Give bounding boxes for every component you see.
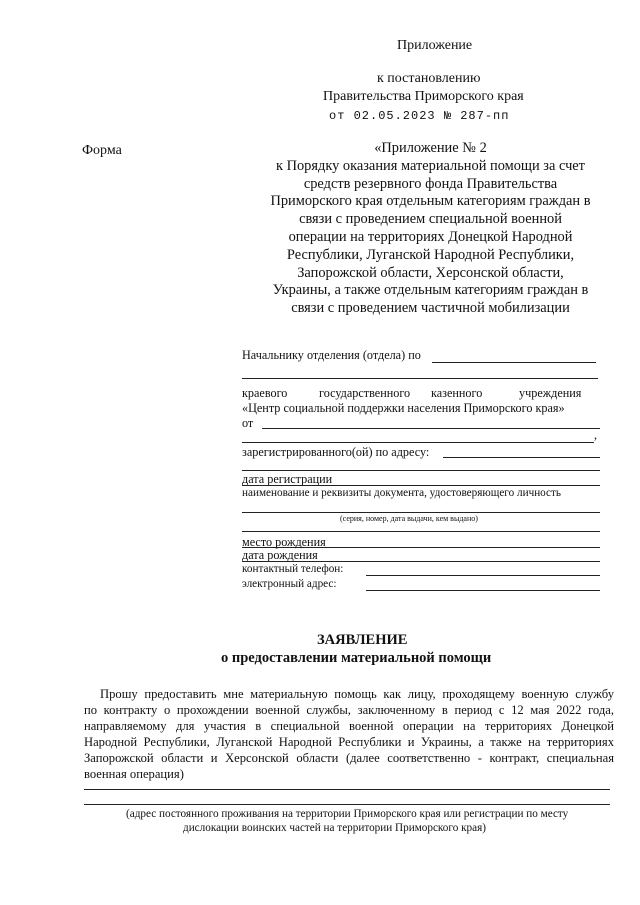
- resolution-date-number: от 02.05.2023 № 287-пп: [329, 109, 510, 123]
- appendix-2-line: к Порядку оказания материальной помощи за счет: [276, 157, 585, 174]
- statement-subtitle: о предоставлении материальной помощи: [221, 650, 492, 666]
- resolution-reference: к постановлению: [377, 71, 481, 86]
- appendix-2-line: Украины, а также отдельным категориям граждан в: [272, 282, 589, 299]
- registered-address-line[interactable]: [443, 457, 600, 458]
- form-label: Форма: [82, 143, 122, 158]
- email-label: электронный адрес:: [242, 578, 337, 590]
- institution-name: «Центр социальной поддержки населения Приморского края»: [242, 401, 565, 415]
- body-line: военная операция): [84, 767, 184, 781]
- body-line: Запорожской области и Херсонской области (далее соответственно - контракт, специальная: [84, 751, 614, 765]
- registration-date-label: дата регистрации: [242, 472, 333, 486]
- institution-word-2: государственного: [319, 386, 411, 400]
- body-line: направляемому для участия в специальной военной операции на территориях Донецкой: [84, 719, 614, 733]
- appendix-heading: Приложение: [397, 38, 473, 53]
- institution-word-3: казенного: [431, 386, 483, 400]
- id-document-label: наименование и реквизиты документа, удостоверяющего личность: [242, 487, 562, 499]
- from-label: от: [242, 416, 254, 430]
- appendix-2-line: «Приложение № 2: [374, 140, 487, 156]
- address-line-1[interactable]: [84, 789, 610, 790]
- statement-title: ЗАЯВЛЕНИЕ: [317, 632, 408, 648]
- email-line[interactable]: [366, 590, 600, 591]
- registered-address-label: зарегистрированного(ой) по адресу:: [242, 445, 430, 459]
- department-line-2[interactable]: [242, 378, 598, 379]
- from-line[interactable]: [262, 428, 600, 429]
- appendix-2-line: средств резервного фонда Правительства: [303, 175, 558, 192]
- statement-body: [84, 686, 614, 782]
- head-of-department-label: Начальнику отделения (отдела) по: [242, 348, 421, 362]
- body-line: по контракту о прохождении военной службы, заключенному в период с 12 мая 2022 года,: [84, 703, 614, 717]
- from-comma: ,: [594, 428, 598, 442]
- appendix-2-line: связи с проведением специальной военной: [299, 211, 562, 228]
- address-line-2[interactable]: [84, 804, 610, 805]
- from-line-2[interactable]: [242, 442, 594, 443]
- institution-word-4: учреждения: [519, 386, 582, 400]
- phone-line[interactable]: [366, 575, 600, 576]
- birthplace-label: место рождения: [242, 535, 326, 549]
- registration-date-line[interactable]: [242, 485, 600, 486]
- appendix-2-line: Республики, Луганской Народной Республики,: [286, 246, 575, 263]
- address-note-line-1: (адрес постоянного проживания на территории Приморского края или регистрации по месту: [126, 808, 569, 820]
- id-document-hint: (серия, номер, дата выдачи, кем выдано): [340, 514, 478, 523]
- id-document-line[interactable]: [242, 512, 600, 513]
- appendix-2-line: связи с проведением частичной мобилизации: [291, 300, 570, 317]
- institution-word-1: краевого: [242, 386, 288, 400]
- registered-address-line-2[interactable]: [242, 470, 600, 471]
- appendix-2-line: Запорожской области, Херсонской области,: [297, 264, 564, 281]
- id-document-line-2[interactable]: [242, 531, 600, 532]
- phone-label: контактный телефон:: [242, 563, 344, 575]
- government-name: Правительства Приморского края: [323, 89, 524, 104]
- appendix-2-block: [248, 140, 613, 318]
- appendix-2-line: операции на территориях Донецкой Народной: [288, 228, 573, 245]
- birthdate-line[interactable]: [242, 561, 600, 562]
- head-of-department-line[interactable]: [432, 362, 596, 363]
- appendix-2-line: Приморского края отдельным категориям граждан в: [270, 193, 591, 210]
- address-note-line-2: дислокации воинских частей на территории Приморского края): [183, 822, 486, 834]
- body-line: Народной Республики, Луганской Народной Республики и Украины, а также на территориях: [84, 735, 614, 749]
- birthdate-label: дата рождения: [242, 548, 318, 562]
- body-line: Прошу предоставить мне материальную помощь как лицу, проходящему военную службу: [100, 687, 614, 701]
